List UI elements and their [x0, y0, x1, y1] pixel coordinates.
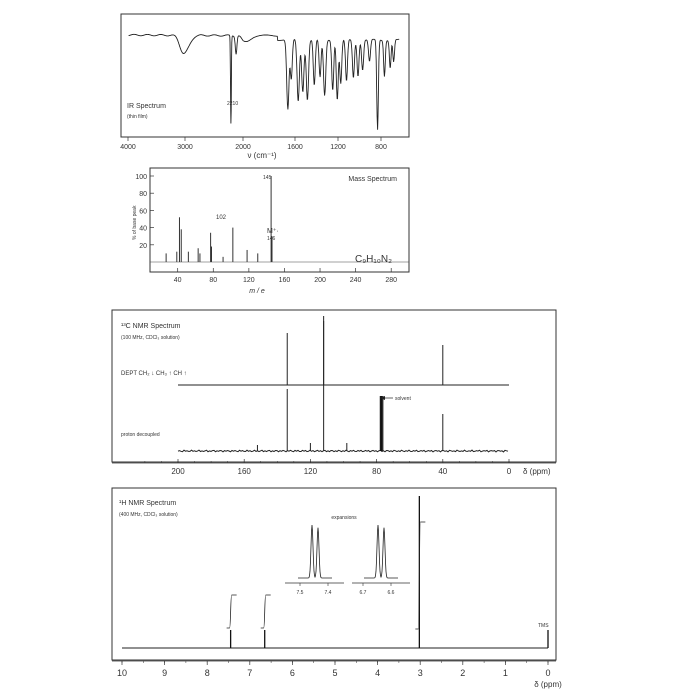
- cnmr-panel: [112, 310, 556, 476]
- hnmr-exp1-tick-label: 7.5: [296, 590, 304, 596]
- ms-peak-145-label: 145: [263, 175, 272, 181]
- hnmr-tick-label: 8: [204, 668, 210, 678]
- cnmr-decoupled-peaks: [257, 316, 442, 451]
- cnmr-decoupled-label: proton decoupled: [121, 432, 160, 438]
- ms-ytick-label: 40: [139, 225, 147, 233]
- hnmr-exp2-tick-label: 6.7: [359, 590, 367, 596]
- hnmr-subtitle: (400 MHz, CDCl₃ solution): [119, 512, 178, 518]
- cnmr-tick-label: 120: [303, 467, 318, 476]
- cnmr-tick-label: 80: [372, 467, 382, 476]
- hnmr-tick-label: 10: [116, 668, 128, 678]
- ir-ticks: [120, 137, 387, 151]
- hnmr-tick-label: 6: [289, 668, 295, 678]
- ms-ytick-label: 100: [135, 174, 147, 181]
- cnmr-tick-label: 200: [171, 467, 185, 476]
- hnmr-tick-label: 5: [332, 668, 338, 678]
- ms-title: Mass Spectrum: [348, 176, 397, 183]
- ms-xtick-label: 240: [349, 277, 362, 284]
- hnmr-tick-label: 0: [545, 668, 551, 678]
- hnmr-expansions-label: expansions: [331, 515, 357, 521]
- ms-molecular-ion-label: M⁺·: [267, 228, 279, 235]
- hnmr-tick-label: 1: [502, 668, 508, 678]
- ir-frame: [121, 14, 409, 137]
- hnmr-integral-7-45: [227, 595, 237, 628]
- hnmr-integral-3-02: [415, 522, 425, 629]
- ms-ytick-label: 20: [139, 242, 147, 250]
- ms-xtick-label: 160: [278, 277, 291, 284]
- cnmr-tick-label: 40: [438, 467, 448, 476]
- hnmr-expansion-2: [352, 525, 410, 596]
- ir-tick-label: 1200: [330, 144, 346, 151]
- hnmr-axis-label: δ (ppm): [534, 680, 562, 689]
- hnmr-tick-label: 7: [247, 668, 253, 678]
- ms-xticks: [174, 268, 397, 284]
- hnmr-tick-label: 2: [460, 668, 466, 678]
- hnmr-expansion-1-ticks: [297, 583, 332, 596]
- hnmr-title: ¹H NMR Spectrum: [119, 500, 177, 507]
- hnmr-expansion-1-trace: [298, 525, 332, 578]
- cnmr-tick-label: 0: [506, 467, 512, 476]
- hnmr-tms-label: TMS: [538, 623, 549, 629]
- ms-xtick-label: 40: [173, 277, 182, 284]
- hnmr-peaks: [231, 496, 548, 648]
- hnmr-expansion-2-trace: [364, 525, 398, 578]
- cnmr-axis-label: δ (ppm): [523, 467, 551, 476]
- hnmr-frame: [112, 488, 556, 660]
- hnmr-integrals: [227, 522, 426, 629]
- hnmr-ticks: [112, 661, 556, 678]
- ms-xtick-label: 200: [314, 277, 326, 284]
- hnmr-tick-label: 3: [417, 668, 423, 678]
- hnmr-tick-label: 9: [162, 668, 168, 678]
- cnmr-subtitle: (100 MHz, CDCl₃ solution): [121, 335, 180, 341]
- ms-xtick-label: 120: [243, 277, 255, 284]
- ms-panel: [132, 168, 409, 295]
- ms-formula: C₉H₁₀N₂: [355, 254, 393, 265]
- ms-yticks: [135, 174, 154, 250]
- hnmr-integral-6-65: [261, 595, 271, 628]
- cnmr-dept-peaks: [287, 321, 443, 385]
- ir-subtitle: (thin film): [127, 114, 148, 120]
- hnmr-panel: [112, 488, 562, 689]
- cnmr-frame: [112, 310, 556, 462]
- cnmr-tick-label: 160: [237, 467, 251, 476]
- cnmr-dept-label: DEPT CH₂ ↓ CH₃ ↑ CH ↑: [121, 371, 187, 377]
- hnmr-expansion-2-ticks: [360, 583, 395, 596]
- ms-xlabel: m / e: [249, 288, 265, 295]
- ms-ytick-label: 80: [139, 191, 147, 199]
- ms-peak-102-label: 102: [216, 215, 227, 221]
- cnmr-decoupled-baseline: [178, 450, 508, 452]
- ir-tick-label: 800: [375, 144, 387, 151]
- ms-xtick-label: 80: [209, 277, 218, 284]
- ir-tick-label: 3000: [177, 144, 193, 151]
- ir-trace: [129, 34, 400, 129]
- ms-ytick-label: 60: [139, 208, 147, 216]
- ms-ylabel: % of base peak: [132, 205, 138, 240]
- ms-xtick-label: 280: [385, 277, 398, 284]
- ir-title: IR Spectrum: [127, 103, 166, 110]
- hnmr-exp2-tick-label: 6.6: [387, 590, 395, 596]
- ir-peak-label: 2210: [227, 101, 239, 107]
- ir-axis-label: ν (cm⁻¹): [247, 151, 277, 160]
- hnmr-expansion-1: [285, 525, 344, 596]
- hnmr-tick-label: 4: [375, 668, 381, 678]
- ir-tick-label: 1600: [287, 144, 303, 151]
- ir-panel: [120, 14, 409, 160]
- ms-molecular-ion-value: 146: [267, 236, 276, 242]
- ir-tick-label: 2000: [235, 144, 251, 151]
- hnmr-exp1-tick-label: 7.4: [324, 590, 332, 596]
- cnmr-solvent-label: solvent: [395, 396, 411, 402]
- cnmr-title: ¹³C NMR Spectrum: [121, 323, 181, 330]
- ir-tick-label: 4000: [120, 144, 136, 151]
